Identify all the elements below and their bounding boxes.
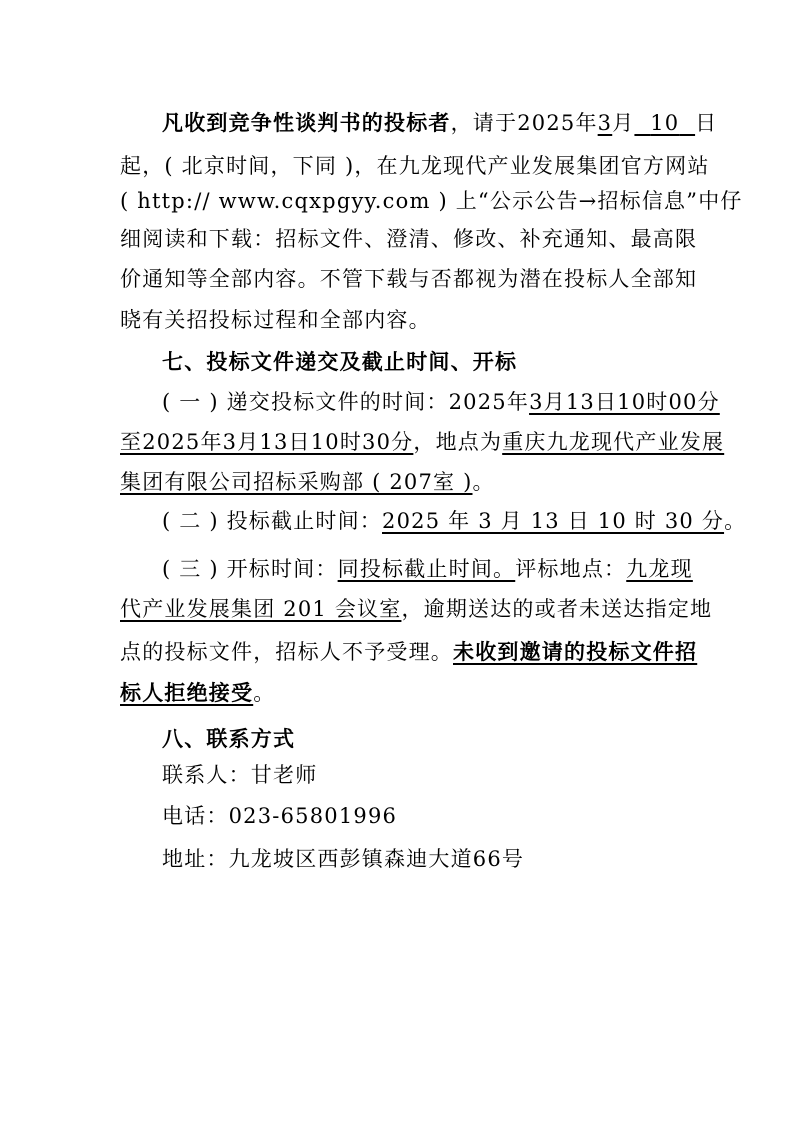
p1-day-unit: 日 (695, 111, 718, 135)
p1-line-6: 晓有关招投标过程和全部内容。 (120, 308, 431, 332)
s7-item3-line-4: 标人拒绝接受。 (120, 680, 276, 705)
section-7-heading: 七、投标文件递交及截止时间、开标 (162, 349, 518, 374)
s7-item3-line-1: ( 三 ) 开标时间：同投标截止时间。评标地点：九龙现 (162, 557, 693, 581)
p1-line-4: 细阅读和下载：招标文件、澄清、修改、补充通知、最高限 (120, 227, 698, 251)
s7-item3-line-3: 点的投标文件，招标人不予受理。未收到邀请的投标文件招 (120, 639, 698, 664)
s7-item3-venue-cont: 代产业发展集团 201 会议室 (120, 597, 402, 621)
section-8-heading: 八、联系方式 (162, 726, 296, 751)
s7-item1-location: 重庆九龙现代产业发展 (502, 430, 725, 454)
p1-line-2: 起，( 北京时间，下同 )，在九龙现代产业发展集团官方网站 (120, 154, 710, 178)
s7-item2-deadline: 2025 年 3 月 13 日 10 时 30 分 (382, 509, 725, 533)
s7-item1-time-end: 至2025年3月13日10时30分 (120, 430, 414, 454)
s7-item1-line-2: 至2025年3月13日10时30分，地点为重庆九龙现代产业发展 (120, 430, 725, 454)
s7-item1-line-1: ( 一 ) 递交投标文件的时间：2025年3月13日10时00分 (162, 390, 720, 414)
p1-bold-lead: 凡收到竞争性谈判书的投标者 (162, 110, 451, 135)
s7-item3-opening-time: 同投标截止时间。 (337, 557, 516, 581)
p1-after-lead: ，请于2025年 (450, 111, 598, 135)
p1-line-1 (162, 110, 718, 135)
s7-item3-line-2: 代产业发展集团 201 会议室，逾期送达的或者未送达指定地 (120, 597, 713, 621)
contact-address: 地址：九龙坡区西彭镇森迪大道66号 (162, 847, 525, 871)
p1-line-3: ( http:// www.cqxpgyy.com ) 上“公示公告→招标信息”中仔 (120, 189, 743, 213)
s7-item1-line-3: 集团有限公司招标采购部 ( 207室 )。 (120, 470, 495, 494)
s7-item1-location-cont: 集团有限公司招标采购部 ( 207室 ) (120, 470, 473, 494)
s7-item3-venue: 九龙现 (626, 557, 693, 581)
s7-item2: ( 二 ) 投标截止时间：2025 年 3 月 13 日 10 时 30 分。 (162, 509, 747, 533)
p1-day: 10 (650, 111, 680, 135)
p1-line-5: 价通知等全部内容。不管下载与否都视为潜在投标人全部知 (120, 267, 698, 291)
s7-item1-time-start: 3月13日10时00分 (529, 390, 720, 414)
contact-person: 联系人：甘老师 (162, 763, 318, 787)
contact-phone: 电话：023-65801996 (162, 804, 398, 828)
p1-month: 3 (597, 111, 613, 135)
s7-item3-rejection-notice-cont: 标人拒绝接受 (120, 680, 254, 705)
p1-month-unit: 月 (612, 111, 635, 135)
s7-item3-rejection-notice: 未收到邀请的投标文件招 (453, 639, 698, 664)
